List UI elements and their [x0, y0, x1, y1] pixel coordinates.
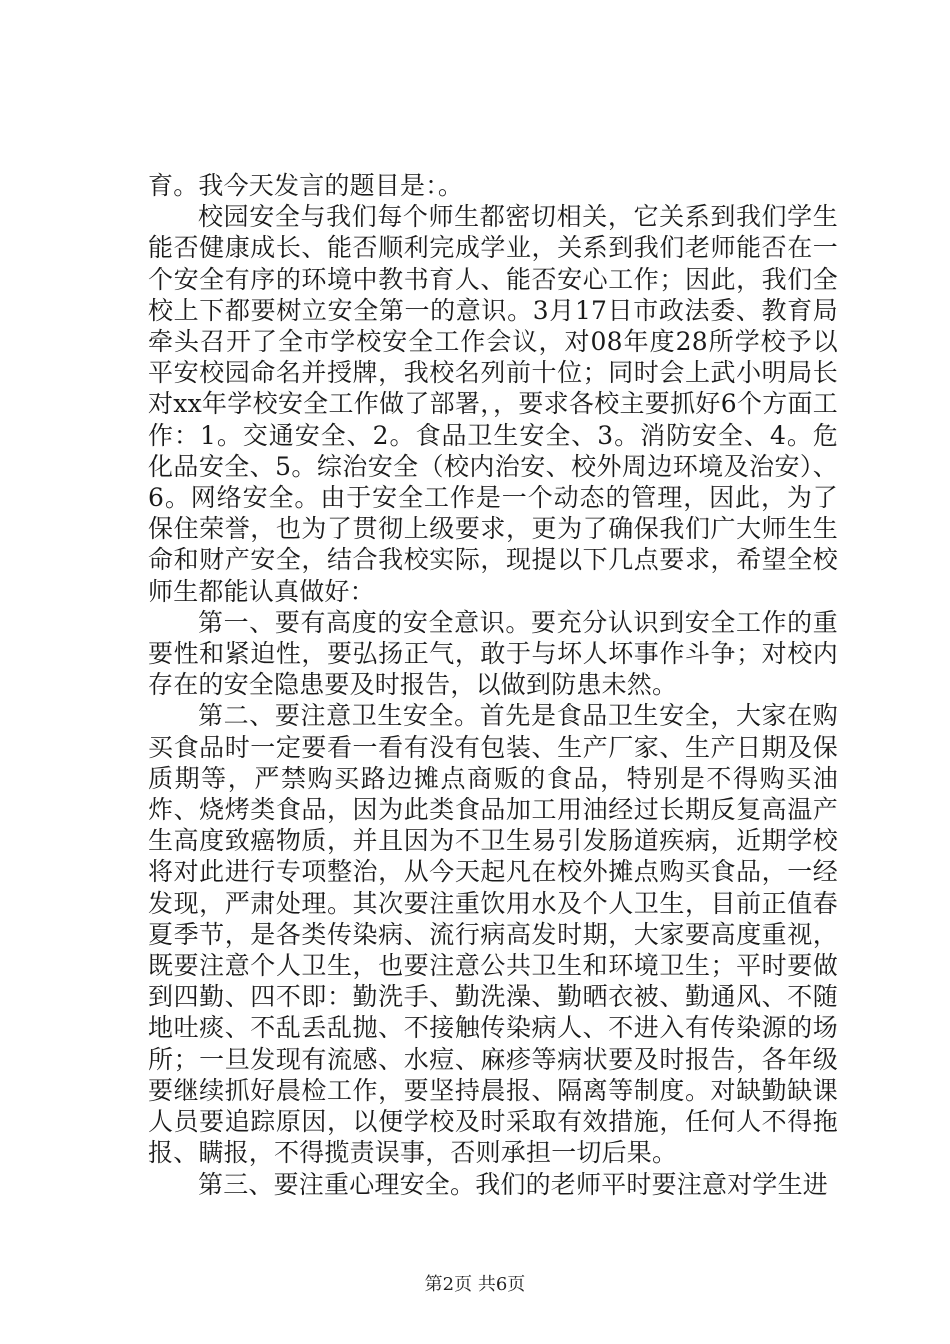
page-number-footer: 第2页 共6页	[424, 1274, 526, 1295]
paragraph-campus-safety-intro: 校园安全与我们每个师生都密切相关，它关系到我们学生能否健康成长、能否顺利完成学业，关系到我们老师能否在一个安全有序的环境中教书育人、能否安心工作；因此，我们全校上下都要树立安全第一的意识。3月17日市政法委、教育局牵头召开了全市学校安全工作会议，对08年度28所学校予以平安校园命名并授牌，我校名列前十位；同时会上武小明局长对xx年学校安全工作做了部署，，要求各校主要抓好6个方面工作：1。交通安全、2。食品卫生安全、3。消防安全、4。危化品安全、5。综治安全（校内治安、校外周边环境及治安）、6。网络安全。由于安全工作是一个动态的管理，因此，为了保住荣誉，也为了贯彻上级要求，更为了确保我们广大师生生命和财产安全，结合我校实际，现提以下几点要求，希望全校师生都能认真做好：	[148, 202, 838, 606]
paragraph-point-one: 第一、要有高度的安全意识。要充分认识到安全工作的重要性和紧迫性，要弘扬正气，敢于与坏人坏事作斗争；对校内存在的安全隐患要及时报告，以做到防患未然。	[148, 607, 838, 700]
paragraph-point-two: 第二、要注意卫生安全。首先是食品卫生安全，大家在购买食品时一定要看一看有没有包装、生产厂家、生产日期及保质期等，严禁购买路边摊点商贩的食品，特别是不得购买油炸、烧烤类食品，因为此类食品加工用油经过长期反复高温产生高度致癌物质，并且因为不卫生易引发肠道疾病，近期学校将对此进行专项整治，从今天起凡在校外摊点购买食品，一经发现，严肃处理。其次要注重饮用水及个人卫生，目前正值春夏季节，是各类传染病、流行病高发时期，大家要高度重视，既要注意个人卫生，也要注意公共卫生和环境卫生；平时要做到四勤、四不即：勤洗手、勤洗澡、勤晒衣被、勤通风、不随地吐痰、不乱丢乱抛、不接触传染病人、不进入有传染源的场所；一旦发现有流感、水痘、麻疹等病状要及时报告，各年级要继续抓好晨检工作，要坚持晨报、隔离等制度。对缺勤缺课人员要追踪原因，以便学校及时采取有效措施，任何人不得拖报、瞒报，不得揽责误事，否则承担一切后果。	[148, 701, 838, 1168]
paragraph-point-three: 第三、要注重心理安全。我们的老师平时要注意对学生进	[198, 1169, 829, 1199]
paragraph-continuation: 育。我今天发言的题目是：。	[148, 171, 464, 200]
document-body	[148, 170, 838, 1200]
